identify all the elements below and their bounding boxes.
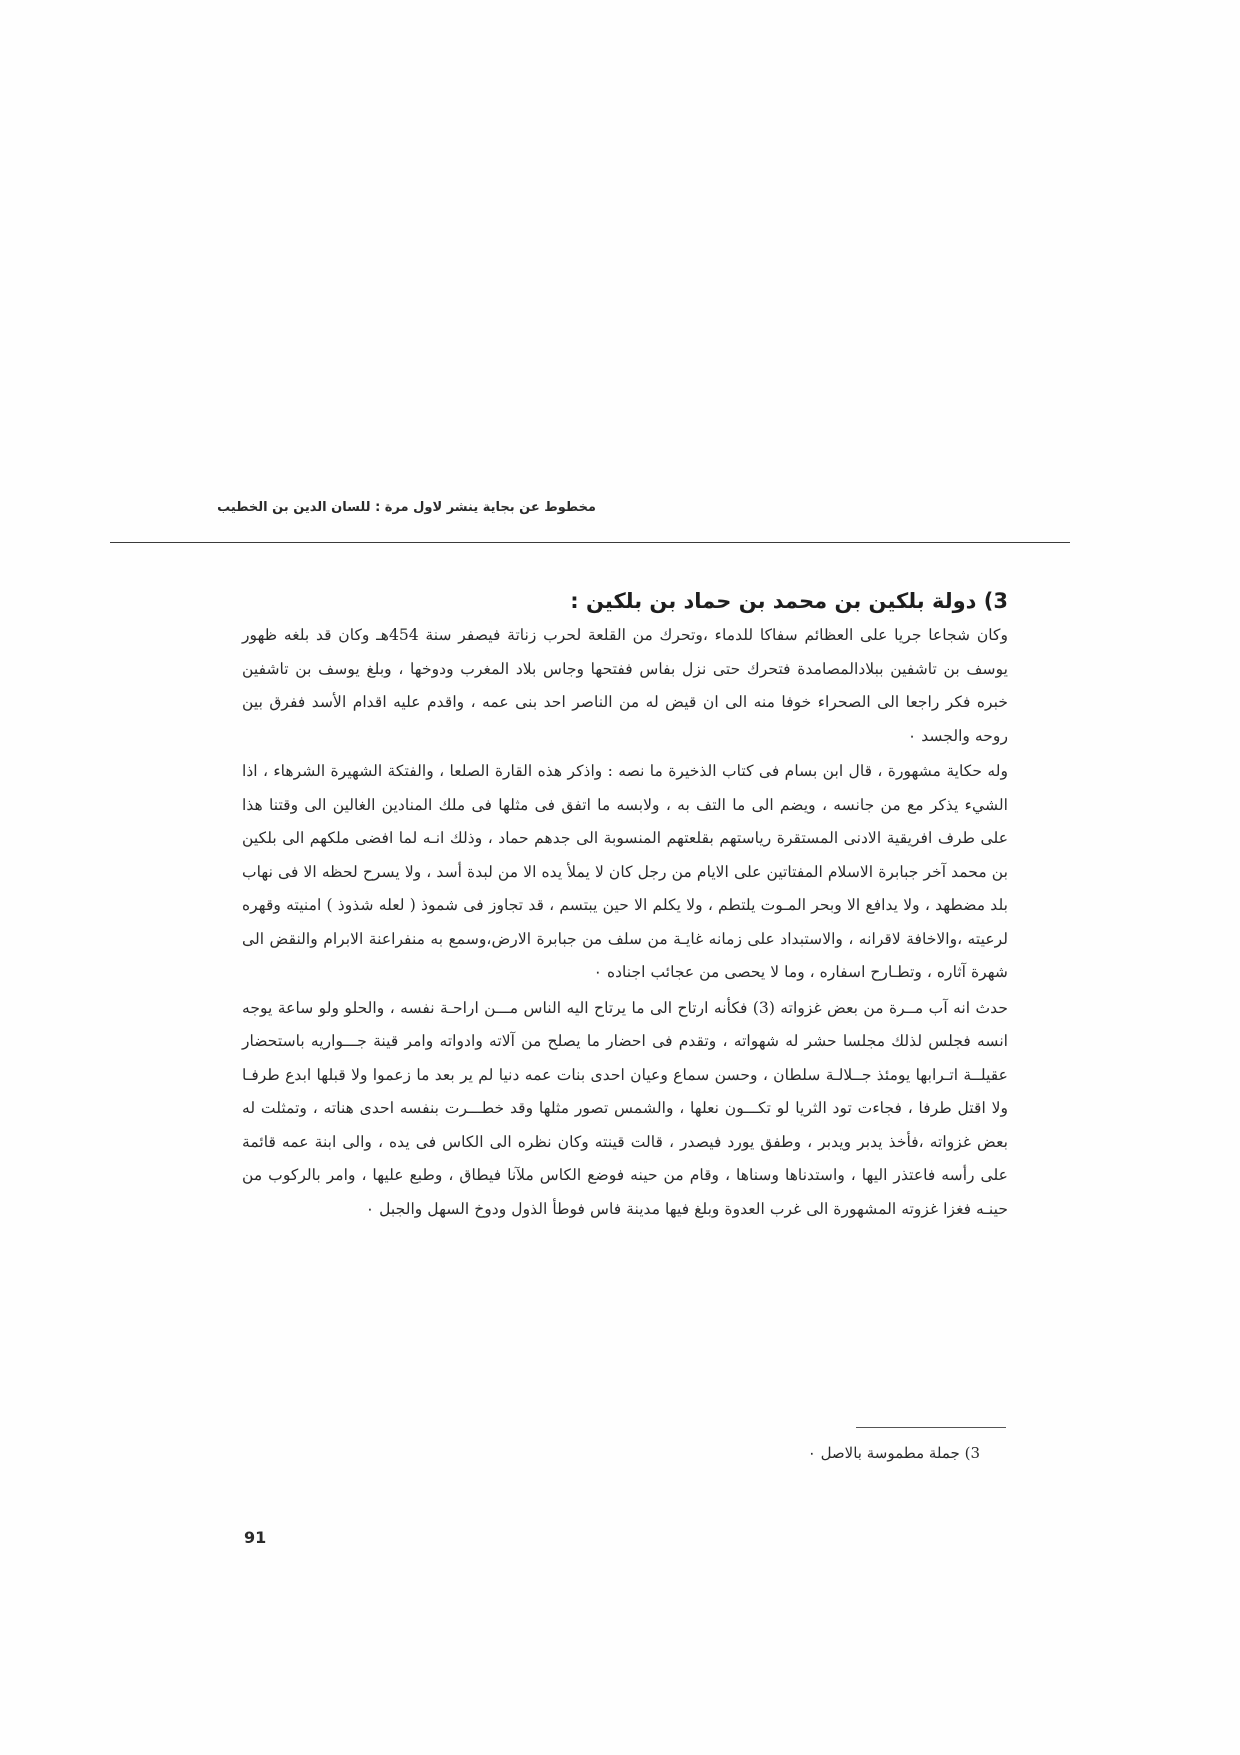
section-heading: 3) دولة بلكين بن محمد بن حماد بن بلكين : [570,589,1008,613]
footnote-rule [856,1427,1006,1428]
paragraph-1: وكان شجاعا جريا على العظائم سفاكا للدماء ،وتحرك من القلعة لحرب زناتة فيصفر سنة 454هـ وكان قد بلغه ظهور يوسف بن تاشفين ببلادالمصامدة فتحرك حتى نزل بفاس ففتحها وجاس بلاد المغرب ودوخها ، وبلغ يوسف بن تاشفين خبره فكر راجعا الى الصحراء خوفا منه الى ان قيض له من الناصر احد بنى عمه ، واقدم عليه اقدام الأسد ففرق بين روحه والجسد ٠ [242,626,1008,745]
footnote: 3) جملة مطموسة بالاصل ٠ [807,1444,980,1462]
running-header: مخطوط عن بجاية ينشر لاول مرة : للسان الدين بن الخطيب [217,500,596,515]
paragraph-3: حدث انه آب مــرة من بعض غزواته (3) فكأنه ارتاح الى ما يرتاح اليه الناس مـــن اراحـة نفسه ، والحلو ولو ساعة يوجه انسه فجلس لذلك مجلسا حشر له شهواته ، وتقدم فى احضار ما يصلح من آلاته وادواته وامر قينة جـــواريه باستحضار عقيلــة اتـرابها يومئذ جــلالـة سلطان ، وحسن سماع وعيان احدى بنات عمه دنيا لم ير بعد ما زعموا ولا قبلها ابدع طرفـا ولا اقتل طرفا ، فجاءت تود الثريا لو تكـــون نعلها ، والشمس تصور مثلها وقد خطـــرت بنفسه احدى هناته ، وتمثلت له بعض غزواته ،فأخذ يدبر ويدبر ، وطفق يورد فيصدر ، قالت قينته وكان نظره الى الكاس فى يده ، والى ابنة عمه قائمة على رأسه فاعتذر اليها ، واستدناها وسناها ، وقام من حينه فوضع الكاس ملآنا فيطاق ، وطبع عليها ، وامر بالركوب من حينـه فغزا غزوته المشهورة الى غرب العدوة وبلغ فيها مدينة فاس فوطأ الذول ودوخ السهل والجبل ٠ [242,998,1009,1218]
header-rule [110,542,1070,543]
page-number: 91 [244,1528,267,1547]
main-text [242,585,1008,1228]
paragraph-2: وله حكاية مشهورة ، قال ابن بسام فى كتاب الذخيرة ما نصه : واذكر هذه القارة الصلعا ، والفتكة الشهيرة الشرهاء ، اذا الشيء يذكر مع من جانسه ، ويضم الى ما التف به ، ولابسه ما اتفق فى مثلها فى ملك المنادين الغالين الى وقتنا هذا على طرف افريقية الادنى المستقرة رياستهم بقلعتهم المنسوبة الى جدهم حماد ، وذلك انـه لما افضى ملكهم الى بلكين بن محمد آخر جبابرة الاسلام المفتاتين على الايام من رجل كان لا يملأ يده الا من لبدة أسد ، ولا يسرح لحظه الا فى نهاب بلد مضطهد ، ولا يدافع الا وبحر المـوت يلتطم ، ولا يكلم الا حين يبتسم ، قد تجاوز فى شموذ ( لعله شذوذ ) امنيته وقهره لرعيته ،والاخافة لاقرانه ، والاستبداد على زمانه غايـة من سلف من جبابرة الارض،وسمع به منفراعنة الابرام والنقض الى شهرة آثاره ، وتطـارح اسفاره ، وما لا يحصى من عجائب اجناده ٠ [242,762,1009,981]
